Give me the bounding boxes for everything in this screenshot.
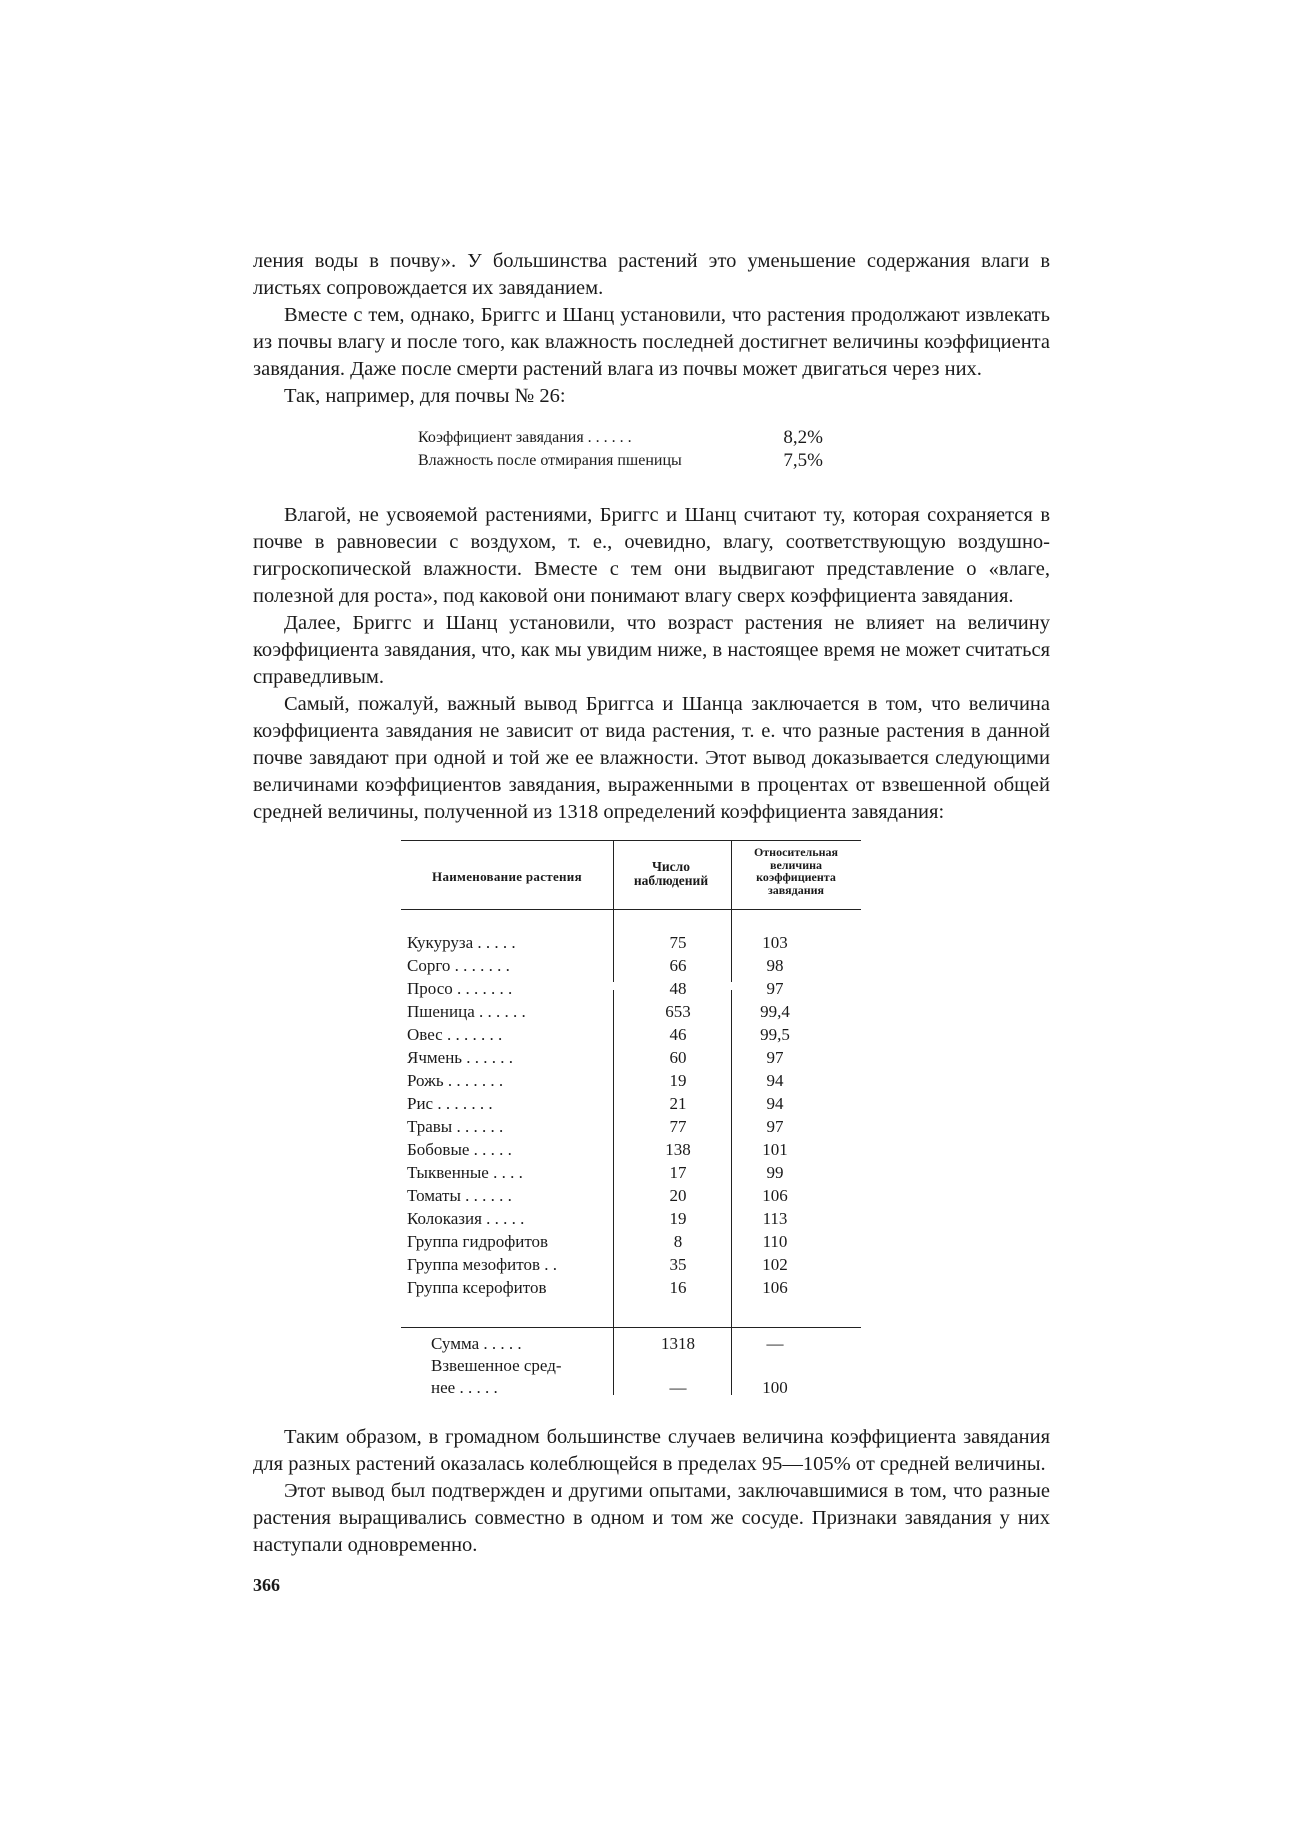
table-row bbox=[401, 930, 861, 953]
paragraph-joint-growth: Этот вывод был подтвержден и другими опытами, заключавшимися в том, что разные растения выращивались совместно в одном и том же сосуде. Признаки завядания у них наступали одновременно. bbox=[253, 1480, 1050, 1556]
observation-count: 21 bbox=[669, 1094, 687, 1113]
plant-name: Пшеница . . . . . . bbox=[407, 1002, 526, 1021]
observation-count: 8 bbox=[673, 1232, 683, 1251]
relative-value: 106 bbox=[762, 1278, 788, 1297]
plant-name: Томаты . . . . . . bbox=[407, 1186, 512, 1205]
table-weighted-row-2 bbox=[401, 1376, 861, 1398]
table-summary bbox=[401, 1332, 861, 1398]
observation-count: 138 bbox=[665, 1140, 691, 1159]
paragraph-continuation: ления воды в почву». У большинства растений это уменьшение содержания влаги в листьях сопровождается их завяданием. bbox=[253, 250, 1050, 299]
relative-value: 97 bbox=[766, 1117, 784, 1136]
table-sum-row bbox=[401, 1332, 861, 1354]
table-body bbox=[401, 930, 861, 1298]
soil-value-number: 7,5% bbox=[783, 450, 823, 471]
paragraph-unusable-moisture: Влагой, не усвояемой растениями, Бриггс и Шанц считают ту, которая сохраняется в почве в равновесии с воздухом, т. е., очевидно, влагу, соответствующую воздушно-гигроскопической влажности. Вместе с тем они выдвигают представление о «влаге, полезной для роста», под каковой они понимают влагу сверх коэффициента завядания. bbox=[253, 504, 1050, 607]
soil-value-row bbox=[418, 449, 1050, 472]
observation-count: 16 bbox=[669, 1278, 687, 1297]
table-header-rule bbox=[401, 909, 861, 910]
observation-count: 48 bbox=[669, 979, 687, 998]
table-row bbox=[401, 1206, 861, 1229]
table-sum-rule bbox=[401, 1327, 861, 1328]
relative-value: 94 bbox=[766, 1071, 784, 1090]
relative-value: 94 bbox=[766, 1094, 784, 1113]
plant-name: Группа мезофитов . . bbox=[407, 1255, 557, 1274]
plant-name: Овес . . . . . . . bbox=[407, 1025, 503, 1044]
soil-value-label: Влажность после отмирания пшеницы bbox=[418, 452, 682, 469]
table-header-relative: Относительная величина коэффициента завядания bbox=[753, 845, 839, 897]
relative-value: 97 bbox=[766, 979, 784, 998]
plant-name: Ячмень . . . . . . bbox=[407, 1048, 514, 1067]
sum-count: 1318 bbox=[661, 1334, 695, 1353]
relative-value: 97 bbox=[766, 1048, 784, 1067]
relative-value: 103 bbox=[762, 933, 788, 952]
observation-count: 653 bbox=[665, 1002, 691, 1021]
observation-count: 75 bbox=[669, 933, 687, 952]
weighted-label-line1: Взвешенное сред- bbox=[431, 1356, 562, 1375]
relative-value: 106 bbox=[762, 1186, 788, 1205]
relative-value: 99 bbox=[766, 1163, 784, 1182]
table-row bbox=[401, 1022, 861, 1045]
relative-value: 102 bbox=[762, 1255, 788, 1274]
paragraph-plant-age: Далее, Бриггс и Шанц установили, что возраст растения не влияет на величину коэффициента завядания, что, как мы увидим ниже, в настоящее время не может считаться справедливым. bbox=[253, 612, 1050, 688]
observation-count: 35 bbox=[669, 1255, 687, 1274]
relative-value: 98 bbox=[766, 956, 784, 975]
paragraph-range-conclusion: Таким образом, в громадном большинстве случаев величина коэффициента завядания для разных растений оказалась колеблющейся в пределах 95—105% от средней величины. bbox=[253, 1426, 1050, 1475]
observation-count: 19 bbox=[669, 1209, 687, 1228]
table-row bbox=[401, 1183, 861, 1206]
sum-label: Сумма . . . . . bbox=[431, 1334, 522, 1353]
soil-value-number: 8,2% bbox=[783, 427, 823, 448]
table-row bbox=[401, 999, 861, 1022]
weighted-label-line2: нее . . . . . bbox=[431, 1378, 498, 1397]
soil-value-row bbox=[418, 426, 1050, 449]
table-top-rule bbox=[401, 840, 861, 841]
plant-name: Сорго . . . . . . . bbox=[407, 956, 510, 975]
plant-name: Кукуруза . . . . . bbox=[407, 933, 516, 952]
paragraph-example-intro: Так, например, для почвы № 26: bbox=[284, 385, 566, 407]
table-row bbox=[401, 1275, 861, 1298]
plant-name: Рис . . . . . . . bbox=[407, 1094, 493, 1113]
observation-count: 46 bbox=[669, 1025, 687, 1044]
paragraph-briggs-shantz: Вместе с тем, однако, Бриггс и Шанц установили, что растения продолжают извлекать из почвы влагу и после того, как влажность последней достигнет величины коэффициента завядания. Даже после смерти растений влага из почвы может двигаться через них. bbox=[253, 304, 1050, 380]
plant-name: Бобовые . . . . . bbox=[407, 1140, 512, 1159]
relative-value: 110 bbox=[762, 1232, 788, 1251]
page-number: 366 bbox=[253, 1575, 280, 1595]
weighted-relative: 100 bbox=[762, 1378, 788, 1397]
relative-value: 99,4 bbox=[760, 1002, 790, 1021]
table-row bbox=[401, 953, 861, 976]
table-row bbox=[401, 1068, 861, 1091]
plant-name: Колоказия . . . . . bbox=[407, 1209, 525, 1228]
table-row bbox=[401, 1160, 861, 1183]
plant-name: Группа гидрофитов bbox=[407, 1232, 549, 1251]
table-row bbox=[401, 1045, 861, 1068]
table-row bbox=[401, 976, 861, 999]
observation-count: 66 bbox=[669, 956, 687, 975]
sum-relative: — bbox=[766, 1334, 784, 1353]
relative-value: 101 bbox=[762, 1140, 788, 1159]
soil-values-block bbox=[253, 426, 1050, 472]
plant-name: Рожь . . . . . . . bbox=[407, 1071, 504, 1090]
page-body bbox=[253, 248, 1050, 1559]
wilting-coefficient-table bbox=[401, 840, 861, 1400]
table-weighted-row bbox=[401, 1354, 861, 1376]
table-header-name: Наименование растения bbox=[432, 869, 582, 884]
weighted-count: — bbox=[669, 1378, 687, 1397]
table-row bbox=[401, 1252, 861, 1275]
table-row bbox=[401, 1114, 861, 1137]
relative-value: 113 bbox=[762, 1209, 788, 1228]
observation-count: 77 bbox=[669, 1117, 687, 1136]
table-header-count: Число наблюдений bbox=[633, 859, 709, 888]
plant-name: Травы . . . . . . bbox=[407, 1117, 504, 1136]
table-row bbox=[401, 1137, 861, 1160]
plant-name: Тыквенные . . . . bbox=[407, 1163, 523, 1182]
observation-count: 20 bbox=[669, 1186, 687, 1205]
plant-name: Просо . . . . . . . bbox=[407, 979, 513, 998]
relative-value: 99,5 bbox=[760, 1025, 790, 1044]
table-row bbox=[401, 1229, 861, 1252]
paragraph-main-conclusion: Самый, пожалуй, важный вывод Бриггса и Шанца заключается в том, что величина коэффициента завядания не зависит от вида растения, т. е. что разные растения в данной почве завядают при одной и той же ее влажности. Этот вывод доказывается следующими величинами коэффициентов завядания, выраженными в процентах от взвешенной общей средней величины, полученной из 1318 определений коэффициента завядания: bbox=[253, 693, 1050, 823]
plant-name: Группа ксерофитов bbox=[407, 1278, 547, 1297]
observation-count: 60 bbox=[669, 1048, 687, 1067]
observation-count: 17 bbox=[669, 1163, 687, 1182]
soil-value-label: Коэффициент завядания . . . . . . bbox=[418, 429, 632, 446]
table-row bbox=[401, 1091, 861, 1114]
observation-count: 19 bbox=[669, 1071, 687, 1090]
